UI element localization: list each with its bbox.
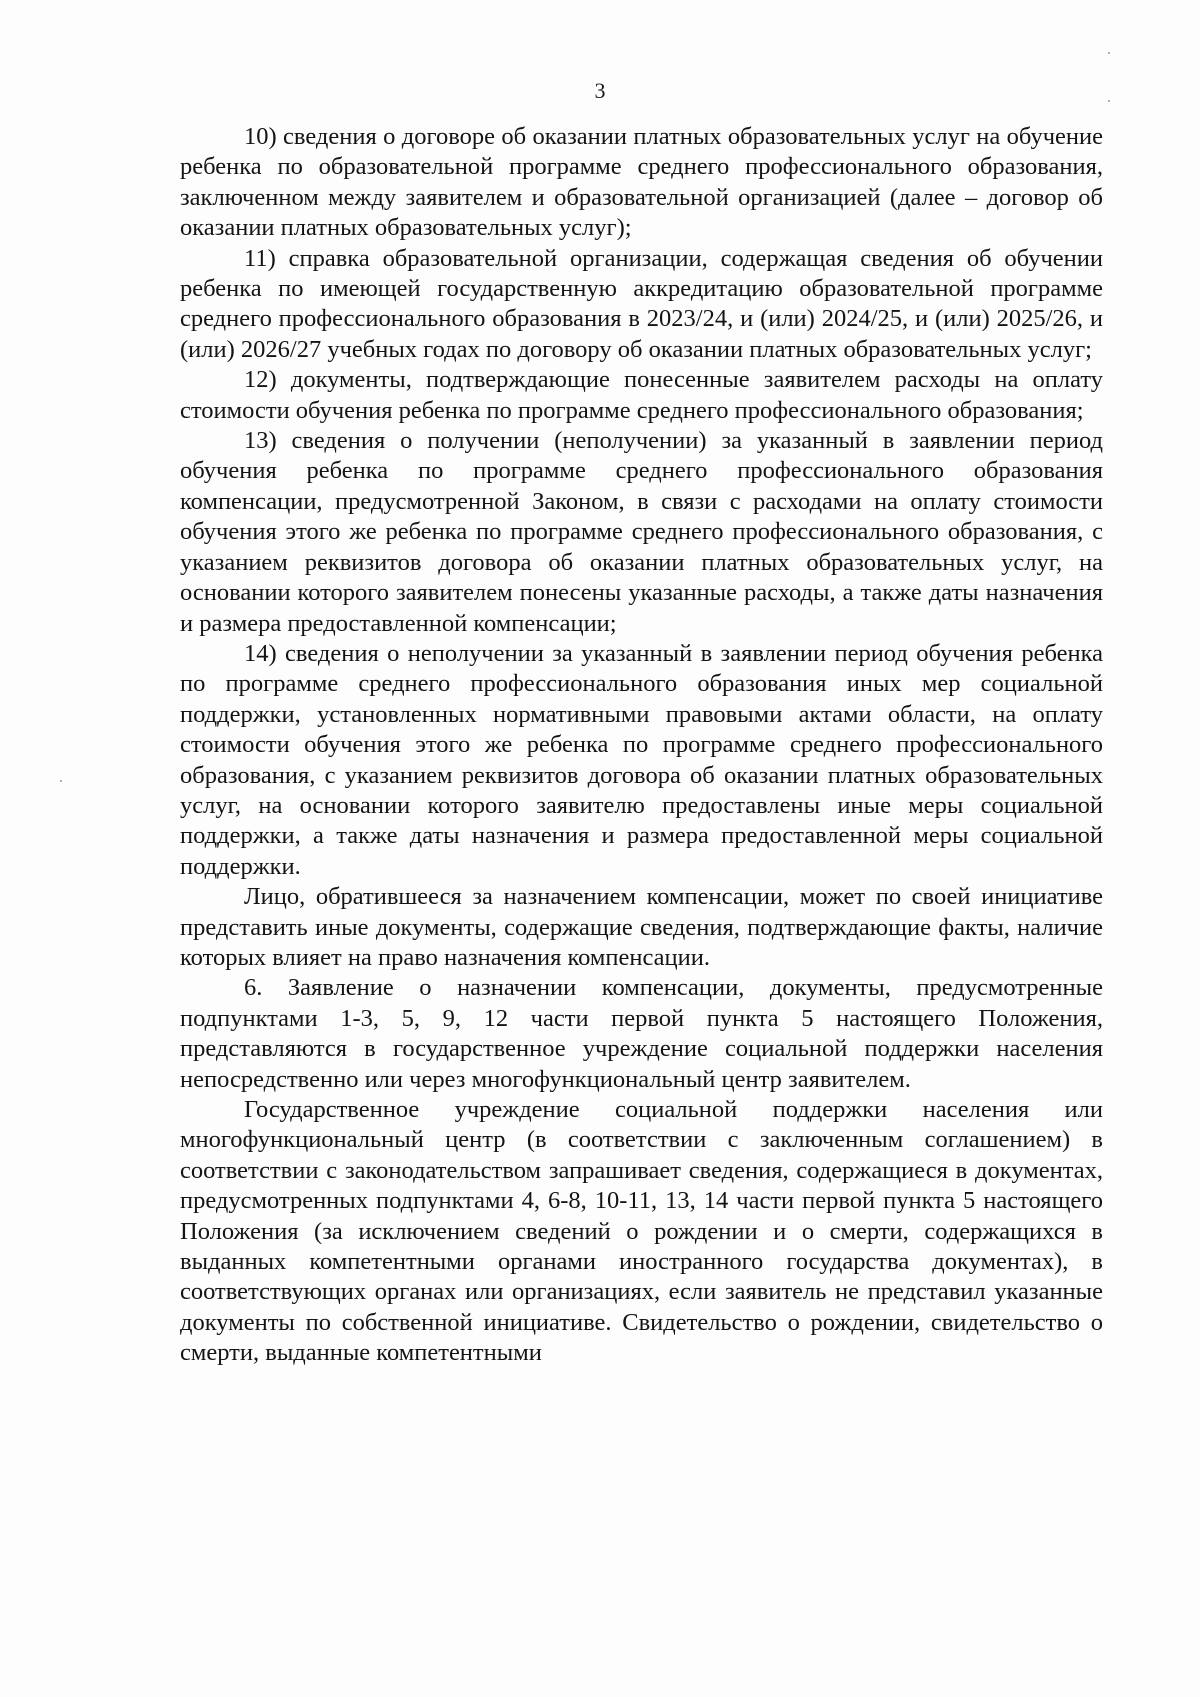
document-body <box>180 122 1103 1369</box>
paragraph-item-13: 13) сведения о получении (неполучении) за указанный в заявлении период обучения ребенка по программе среднего профессионального образования компенсации, предусмотренной Законом, в связи с расходами на оплату стоимости обучения этого же ребенка по программе среднего профессионального образования, с указанием реквизитов договора об оказании платных образовательных услуг, на основании которого заявителем понесены указанные расходы, а также даты назначения и размера предоставленной компенсации; <box>180 427 1103 637</box>
paragraph-item-14: 14) сведения о неполучении за указанный в заявлении период обучения ребенка по программе среднего профессионального образования иных мер социальной поддержки, установленных нормативными правовыми актами области, на оплату стоимости обучения этого же ребенка по программе среднего профессионального образования, с указанием реквизитов договора об оказании платных образовательных услуг, на основании которого заявителю предоставлены иные меры социальной поддержки, а также даты назначения и размера предоставленной меры социальной поддержки. <box>180 639 1103 880</box>
scan-speck <box>1108 52 1110 54</box>
paragraph-clause-6: 6. Заявление о назначении компенсации, документы, предусмотренные подпунктами 1-3, 5, 9, 12 части первой пункта 5 настоящего Положения, представляются в государственное учреждение социальной поддержки населения непосредственно или через многофункциональный центр заявителем. <box>180 974 1103 1093</box>
paragraph-optional-documents: Лицо, обратившееся за назначением компенсации, может по своей инициативе представить иные документы, содержащие сведения, подтверждающие факты, наличие которых влияет на право назначения компенсации. <box>180 883 1103 971</box>
paragraph-item-11: 11) справка образовательной организации, содержащая сведения об обучении ребенка по имеющей государственную аккредитацию образовательной программе среднего профессионального образования в 2023/24, и (или) 2024/25, и (или) 2025/26, и (или) 2026/27 учебных годах по договору об оказании платных образовательных услуг; <box>180 244 1103 363</box>
paragraph-item-12: 12) документы, подтверждающие понесенные заявителем расходы на оплату стоимости обучения ребенка по программе среднего профессионального образования; <box>180 366 1103 424</box>
scan-speck <box>60 780 62 782</box>
scan-speck <box>1108 100 1110 102</box>
paragraph-agency-request: Государственное учреждение социальной поддержки населения или многофункциональный центр (в соответствии с заключенным соглашением) в соответствии с законодательством запрашивает сведения, содержащиеся в документах, предусмотренных подпунктами 4, 6-8, 10-11, 13, 14 части первой пункта 5 настоящего Положения (за исключением сведений о рождении и о смерти, содержащихся в выданных компетентными органами иностранного государства документах), в соответствующих органах или организациях, если заявитель не представил указанные документы по собственной инициативе. Свидетельство о рождении, свидетельство о смерти, выданные компетентными <box>180 1096 1103 1367</box>
page-number: 3 <box>594 78 606 103</box>
paragraph-item-10: 10) сведения о договоре об оказании платных образовательных услуг на обучение ребенка по образовательной программе среднего профессионального образования, заключенном между заявителем и образовательной организацией (далее – договор об оказании платных образовательных услуг); <box>180 123 1103 242</box>
